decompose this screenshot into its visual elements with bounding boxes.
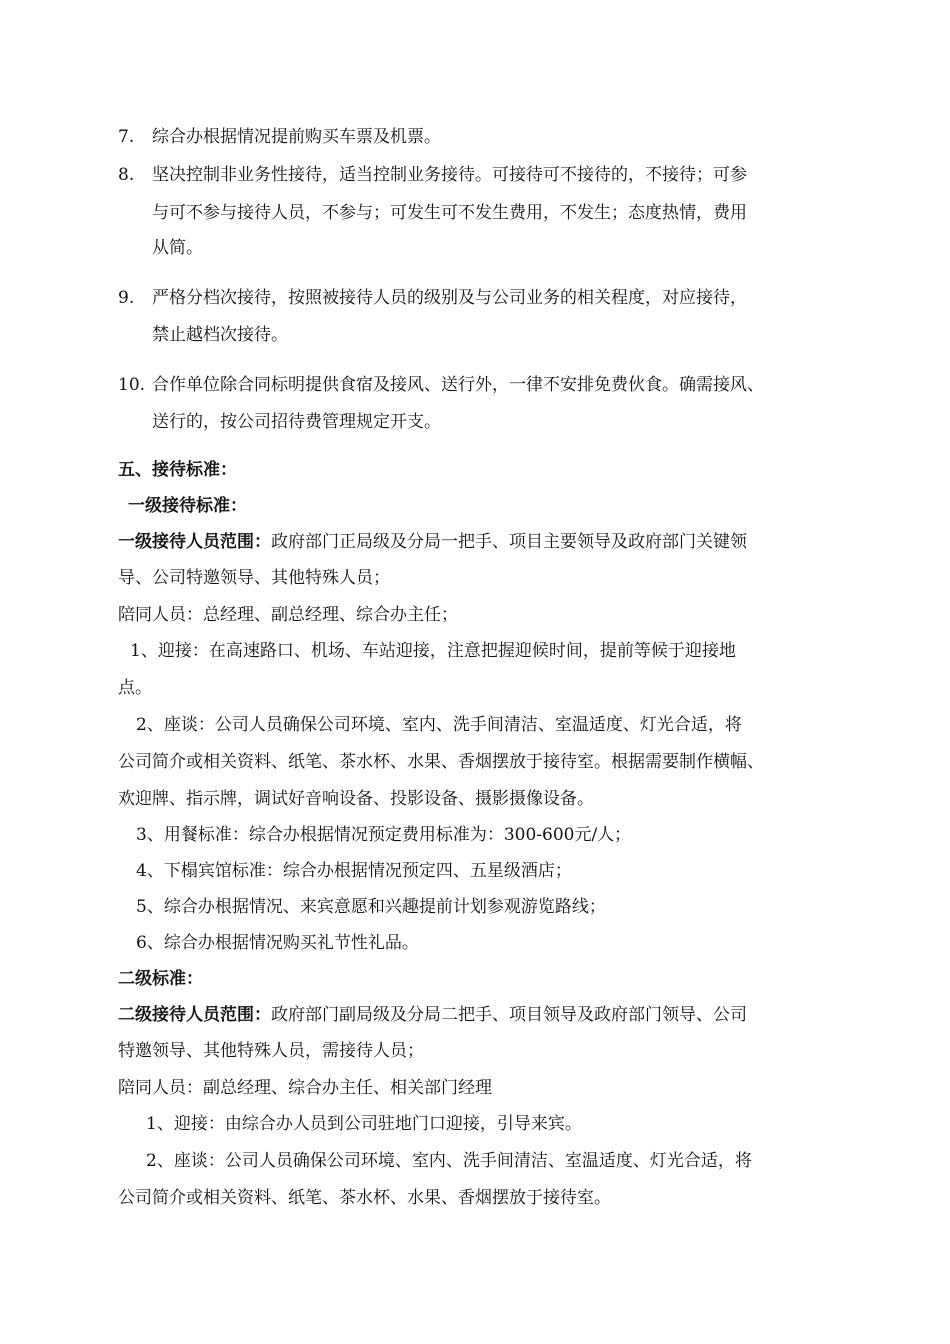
scope-label: 二级接待人员范围： [118,1005,271,1025]
level1-item: 2、座谈：公司人员确保公司环境、室内、洗手间清洁、室温适度、灯光合适，将 [136,715,742,735]
level1-item: 4、下榻宾馆标准：综合办根据情况预定四、五星级酒店； [136,861,572,881]
scope-text: 政府部门正局级及分局一把手、项目主要领导及政府部门关键领 [271,532,747,552]
scope-text-continuation: 导、公司特邀领导、其他特殊人员； [118,568,390,588]
scope-text: 政府部门副局级及分局二把手、项目领导及政府部门领导、公司 [271,1005,747,1025]
section-heading: 五、接待标准： [118,460,237,480]
list-number: 8. [118,165,135,185]
level2-item: 1、迎接：由综合办人员到公司驻地门口迎接，引导来宾。 [146,1114,582,1134]
level2-scope [118,1004,747,1026]
level1-item: 6、综合办根据情况购买礼节性礼品。 [136,933,419,953]
list-item-9 [118,287,747,309]
level1-item-continuation: 欢迎牌、指示牌，调试好音响设备、投影设备、摄影摄像设备。 [118,789,594,809]
list-item-7 [118,126,441,148]
level2-item-continuation: 公司简介或相关资料、纸笔、茶水杯、水果、香烟摆放于接待室。 [118,1188,611,1208]
subsection-heading-level2: 二级标准： [118,969,203,989]
list-text: 坚决控制非业务性接待，适当控制业务接待。可接待可不接待的，不接待；可参 [152,165,747,185]
list-text-continuation: 与可不参与接待人员，不参与；可发生可不发生费用，不发生；态度热情，费用 [152,203,747,223]
list-text-continuation: 从简。 [152,238,203,258]
list-number: 7. [118,127,135,147]
level2-item: 2、座谈：公司人员确保公司环境、室内、洗手间清洁、室温适度、灯光合适，将 [146,1151,752,1171]
scope-text-continuation: 特邀领导、其他特殊人员，需接待人员； [118,1041,424,1061]
level1-item-continuation: 点。 [118,678,152,698]
subsection-heading-level1: 一级接待标准： [128,496,247,516]
scope-label: 一级接待人员范围： [118,532,271,552]
list-text-continuation: 禁止越档次接待。 [152,325,288,345]
level1-item: 5、综合办根据情况、来宾意愿和兴趣提前计划参观游览路线； [136,897,606,917]
list-item-10 [118,374,764,396]
list-text: 综合办根据情况提前购买车票及机票。 [152,127,441,147]
level1-item: 1、迎接：在高速路口、机场、车站迎接，注意把握迎候时间，提前等候于迎接地 [130,641,736,661]
level1-companions: 陪同人员：总经理、副总经理、综合办主任； [118,605,458,625]
level1-scope [118,531,747,553]
level2-companions: 陪同人员：副总经理、综合办主任、相关部门经理 [118,1078,492,1098]
list-text-continuation: 送行的，按公司招待费管理规定开支。 [152,412,441,432]
list-text: 严格分档次接待，按照被接待人员的级别及与公司业务的相关程度，对应接待， [152,288,747,308]
list-text: 合作单位除合同标明提供食宿及接风、送行外，一律不安排免费伙食。确需接风、 [152,375,764,395]
list-number: 9. [118,288,135,308]
list-item-8 [118,164,747,186]
level1-item-continuation: 公司简介或相关资料、纸笔、茶水杯、水果、香烟摆放于接待室。根据需要制作横幅、 [118,752,764,772]
level1-item: 3、用餐标准：综合办根据情况预定费用标准为：300-600元/人； [136,825,632,845]
list-number: 10. [118,375,146,395]
